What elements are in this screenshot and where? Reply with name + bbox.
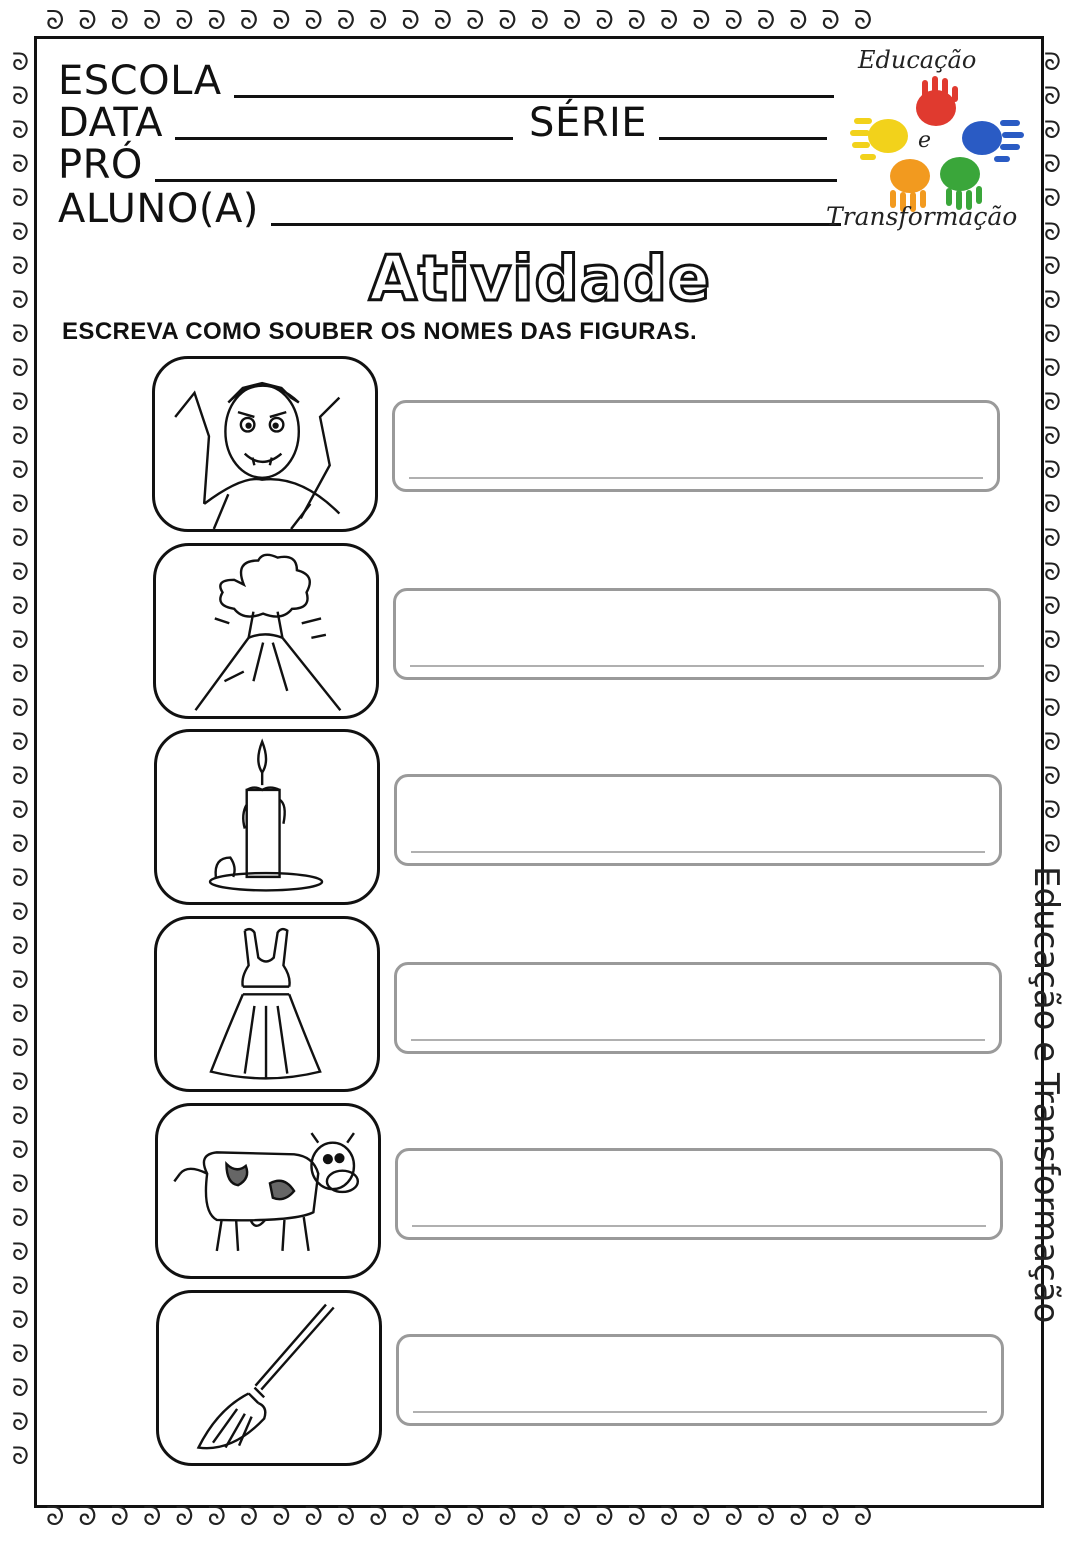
swirl-ornament: ᘐ [46,1504,65,1530]
date-line[interactable] [175,137,513,140]
swirl-ornament: ᘐ [1044,320,1061,348]
swirl-ornament: ᘐ [1044,252,1061,280]
swirl-ornament: ᘐ [1044,524,1061,552]
swirl-ornament: ᘐ [304,1504,323,1530]
logo-bottom-text: Transformação [826,202,1018,231]
logo-middle-text: e [918,128,932,153]
swirl-ornament: ᘐ [12,966,29,994]
swirl-ornament: ᘐ [12,796,29,824]
answer-box[interactable] [395,1148,1003,1240]
vampire-icon [155,359,375,529]
swirl-ornament: ᘐ [12,184,29,212]
swirl-ornament: ᘐ [142,8,162,34]
swirl-ornament: ᘐ [1044,660,1061,688]
swirl-ornament: ᘐ [401,1504,420,1530]
answer-line [410,665,984,667]
swirl-ornament: ᘐ [1044,116,1061,144]
swirl-ornament: ᘐ [756,1504,776,1530]
swirl-ornament: ᘐ [498,1504,517,1530]
swirl-ornament: ᘐ [1044,796,1061,824]
swirl-ornament: ᘐ [12,1170,29,1198]
swirl-ornament: ᘐ [12,1442,29,1470]
teacher-label: PRÓ [58,142,143,188]
swirl-ornament: ᘐ [466,8,485,34]
answer-box[interactable] [394,962,1002,1054]
swirl-ornament: ᘐ [1044,82,1061,110]
red-hand [916,76,958,126]
picture-card [156,1290,382,1466]
swirl-ornament: ᘐ [12,1000,29,1028]
picture-card [155,1103,381,1279]
picture-card [153,543,379,719]
swirl-ornament: ᘐ [853,1504,873,1530]
swirl-ornament: ᘐ [595,8,614,34]
swirl-ornament: ᘐ [12,422,29,450]
teacher-field [58,142,837,188]
swirl-ornament: ᘐ [12,320,29,348]
answer-line [412,1225,986,1227]
dress-icon [157,919,377,1089]
swirl-ornament: ᘐ [12,830,29,858]
swirl-ornament: ᘐ [1044,218,1061,246]
grade-label: SÉRIE [529,100,648,146]
swirl-ornament: ᘐ [110,8,129,34]
swirl-ornament: ᘐ [1044,286,1061,314]
swirl-ornament: ᘐ [110,1504,129,1530]
swirl-border-right [1044,50,1061,870]
swirl-ornament: ᘐ [207,1504,226,1530]
swirl-ornament: ᘐ [12,728,29,756]
swirl-ornament: ᘐ [595,1504,614,1530]
picture-card [154,916,380,1092]
swirl-ornament: ᘐ [1044,762,1061,790]
swirl-ornament: ᘐ [12,1102,29,1130]
answer-line [409,477,983,479]
swirl-ornament: ᘐ [12,932,29,960]
swirl-ornament: ᘐ [78,1504,97,1530]
swirl-ornament: ᘐ [1044,184,1061,212]
swirl-ornament: ᘐ [336,1504,356,1530]
swirl-ornament: ᘐ [12,898,29,926]
swirl-ornament: ᘐ [12,1374,29,1402]
swirl-ornament: ᘐ [1044,150,1061,178]
yellow-hand [850,118,908,160]
swirl-ornament: ᘐ [12,252,29,280]
instruction-text: ESCREVA COMO SOUBER OS NOMES DAS FIGURAS. [62,318,698,345]
swirl-ornament: ᘐ [853,8,873,34]
swirl-ornament: ᘐ [627,8,646,34]
swirl-ornament: ᘐ [12,354,29,382]
swirl-ornament: ᘐ [530,1504,549,1530]
swirl-ornament: ᘐ [433,1504,453,1530]
swirl-ornament: ᘐ [78,8,97,34]
swirl-ornament: ᘐ [1044,388,1061,416]
swirl-ornament: ᘐ [336,8,356,34]
grade-line[interactable] [659,137,827,140]
swirl-ornament: ᘐ [12,1068,29,1096]
swirl-ornament: ᘐ [1044,354,1061,382]
swirl-ornament: ᘐ [304,8,323,34]
swirl-ornament: ᘐ [1044,830,1061,858]
swirl-ornament: ᘐ [46,8,65,34]
picture-card [152,356,378,532]
answer-line [413,1411,987,1413]
swirl-border-bottom [46,1504,1036,1530]
swirl-ornament: ᘐ [12,762,29,790]
swirl-ornament: ᘐ [1044,694,1061,722]
swirl-ornament: ᘐ [821,8,840,34]
swirl-ornament: ᘐ [1044,728,1061,756]
candle-icon [157,732,377,902]
swirl-ornament: ᘐ [12,1340,29,1368]
swirl-ornament: ᘐ [175,1504,194,1530]
teacher-line[interactable] [155,179,837,182]
swirl-ornament: ᘐ [498,8,517,34]
swirl-ornament: ᘐ [530,8,549,34]
swirl-ornament: ᘐ [12,286,29,314]
swirl-ornament: ᘐ [12,1034,29,1062]
swirl-ornament: ᘐ [12,694,29,722]
swirl-ornament: ᘐ [692,8,711,34]
swirl-ornament: ᘐ [12,1238,29,1266]
swirl-ornament: ᘐ [724,1504,743,1530]
swirl-ornament: ᘐ [724,8,743,34]
swirl-ornament: ᘐ [12,1408,29,1436]
swirl-ornament: ᘐ [272,1504,291,1530]
swirl-ornament: ᘐ [12,864,29,892]
school-label: ESCOLA [58,58,222,104]
swirl-ornament: ᘐ [433,8,453,34]
swirl-ornament: ᘐ [12,218,29,246]
blue-hand [962,120,1024,162]
swirl-ornament: ᘐ [756,8,776,34]
swirl-ornament: ᘐ [789,8,808,34]
swirl-ornament: ᘐ [12,1272,29,1300]
volcano-icon [156,546,376,716]
school-field [58,58,834,104]
swirl-ornament: ᘐ [659,8,679,34]
brand-logo [826,46,1041,236]
logo-top-text: Educação [858,46,977,74]
date-label: DATA [58,100,164,146]
swirl-ornament: ᘐ [563,8,582,34]
swirl-ornament: ᘐ [12,150,29,178]
swirl-ornament: ᘐ [12,524,29,552]
student-label: ALUNO(A) [58,186,259,232]
colored-hands-icon [836,74,1036,214]
answer-box[interactable] [394,774,1002,866]
swirl-ornament: ᘐ [12,490,29,518]
swirl-ornament: ᘐ [12,82,29,110]
swirl-ornament: ᘐ [821,1504,840,1530]
swirl-ornament: ᘐ [659,1504,679,1530]
picture-card [154,729,380,905]
swirl-ornament: ᘐ [12,592,29,620]
student-line[interactable] [271,223,841,226]
swirl-ornament: ᘐ [401,8,420,34]
swirl-ornament: ᘐ [12,1136,29,1164]
side-watermark-text: Educação e Transformação [1026,866,1066,1324]
swirl-ornament: ᘐ [12,50,29,76]
swirl-ornament: ᘐ [1044,592,1061,620]
swirl-ornament: ᘐ [207,8,226,34]
date-field [58,100,827,146]
swirl-ornament: ᘐ [369,8,388,34]
swirl-ornament: ᘐ [12,456,29,484]
swirl-ornament: ᘐ [142,1504,162,1530]
swirl-ornament: ᘐ [239,1504,259,1530]
swirl-ornament: ᘐ [789,1504,808,1530]
swirl-ornament: ᘐ [272,8,291,34]
swirl-ornament: ᘐ [1044,626,1061,654]
swirl-ornament: ᘐ [12,558,29,586]
swirl-ornament: ᘐ [175,8,194,34]
swirl-border-top [46,8,1036,34]
swirl-ornament: ᘐ [1044,456,1061,484]
swirl-ornament: ᘐ [1044,558,1061,586]
swirl-ornament: ᘐ [12,1306,29,1334]
swirl-ornament: ᘐ [12,660,29,688]
swirl-ornament: ᘐ [12,626,29,654]
answer-box[interactable] [392,400,1000,492]
swirl-ornament: ᘐ [12,388,29,416]
swirl-ornament: ᘐ [369,1504,388,1530]
school-line[interactable] [234,95,834,98]
answer-line [411,1039,985,1041]
swirl-ornament: ᘐ [12,116,29,144]
swirl-ornament: ᘐ [627,1504,646,1530]
swirl-ornament: ᘐ [466,1504,485,1530]
answer-box[interactable] [393,588,1001,680]
swirl-ornament: ᘐ [239,8,259,34]
swirl-ornament: ᘐ [1044,490,1061,518]
swirl-ornament: ᘐ [1044,50,1061,76]
broom-icon [159,1293,379,1463]
swirl-ornament: ᘐ [1044,422,1061,450]
page-title: Atividade [368,242,712,315]
answer-line [411,851,985,853]
swirl-ornament: ᘐ [12,1204,29,1232]
student-field [58,186,841,232]
side-watermark [1026,866,1070,1386]
answer-box[interactable] [396,1334,1004,1426]
swirl-ornament: ᘐ [692,1504,711,1530]
cow-icon [158,1106,378,1276]
swirl-ornament: ᘐ [563,1504,582,1530]
